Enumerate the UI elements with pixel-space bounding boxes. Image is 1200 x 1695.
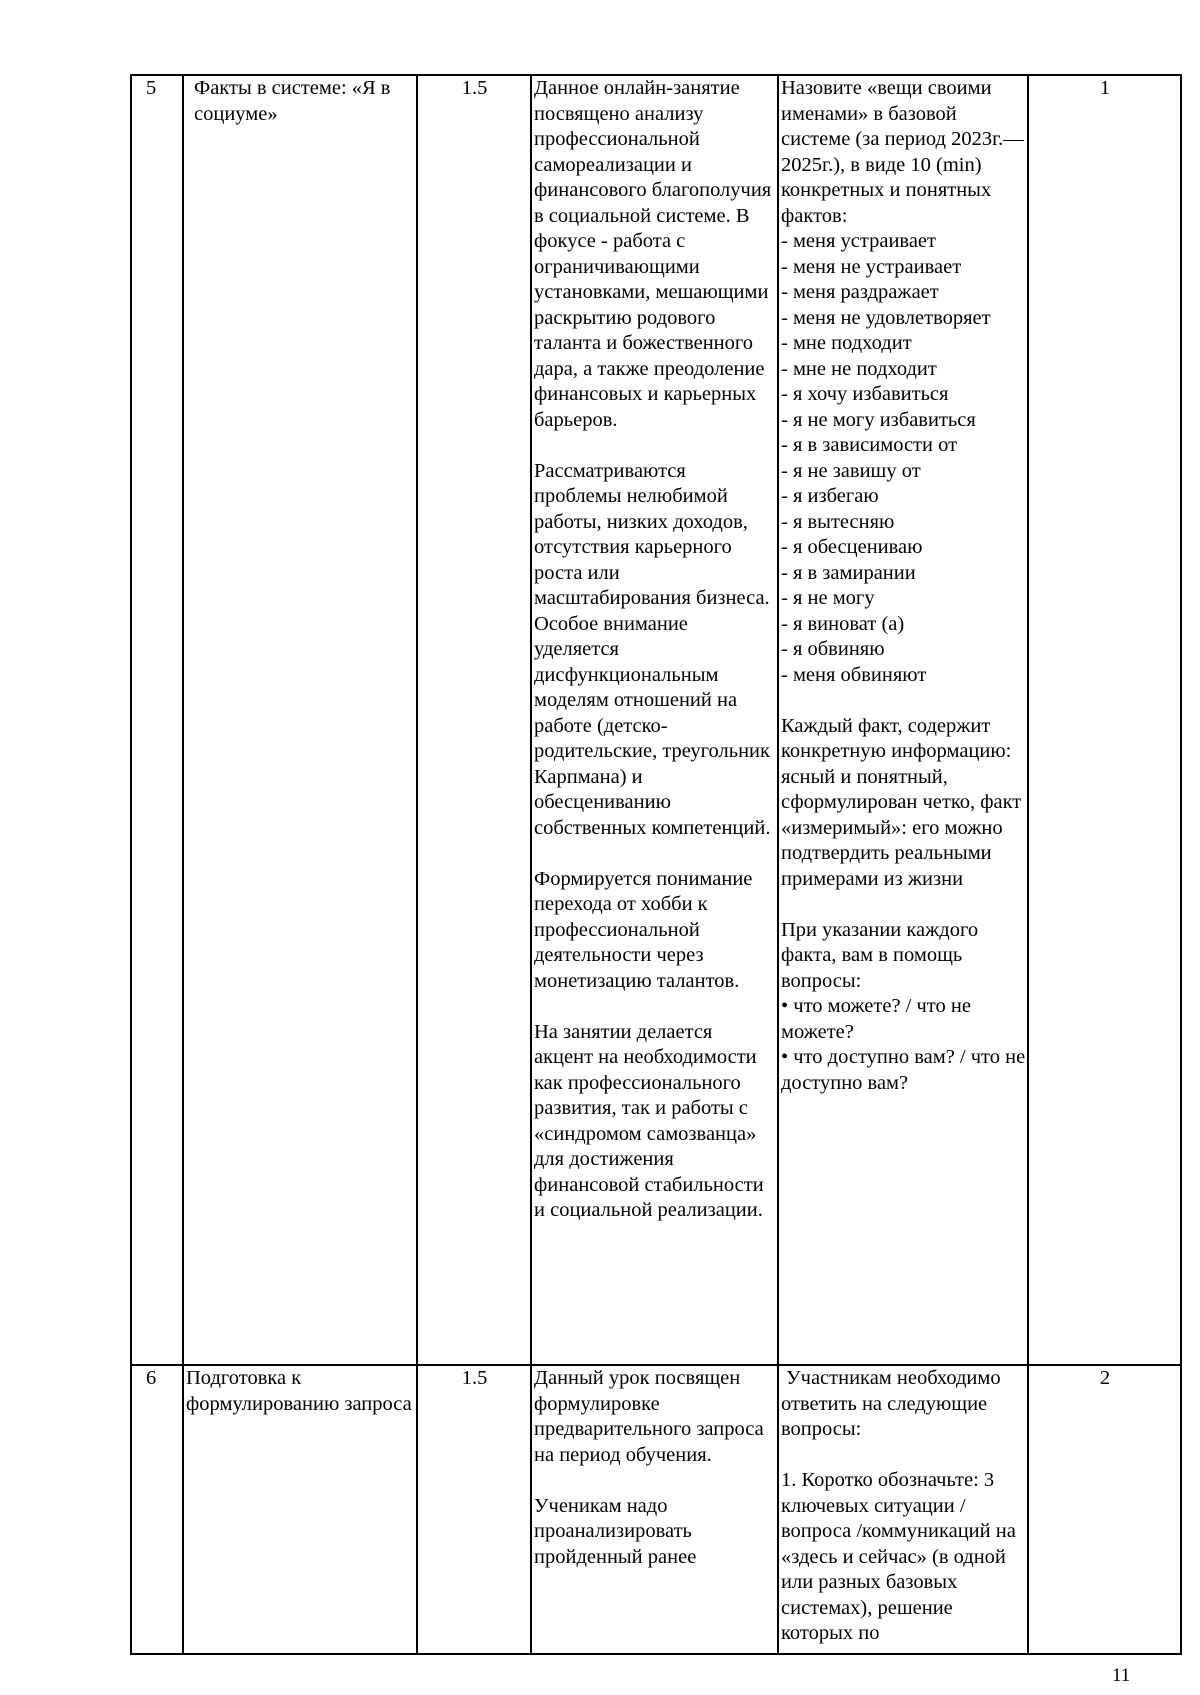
task-list-item: - я не могу xyxy=(781,587,875,609)
task-question: • что можете? / что не можете? xyxy=(781,995,971,1043)
task-list-item: - я виноват (а) xyxy=(781,612,905,635)
task-list-item: - я хочу избавиться xyxy=(781,383,949,405)
task-intro: Назовите «вещи своими именами» в базовой системе (за период 2023г.—2025г.), в виде 10 (min) конкретных и понятных фактов: xyxy=(781,77,1024,227)
task-list-item: - я обвиняю xyxy=(781,638,885,660)
lesson-topic: Подготовка к формулированию запроса xyxy=(183,1365,417,1654)
lesson-hours: 1.5 xyxy=(417,75,531,1365)
task-list-item: - я не завишу от xyxy=(781,459,921,482)
task-list-item: - я вытесняю xyxy=(781,510,895,533)
curriculum-table xyxy=(130,74,1182,1655)
task-list-item: - меня раздражает xyxy=(781,281,939,303)
spacer xyxy=(781,892,1026,918)
description-paragraph: Ученикам надо проанализировать пройденный ранее xyxy=(534,1494,697,1568)
lesson-task xyxy=(778,1365,1028,1654)
lesson-topic: Факты в системе: «Я в социуме» xyxy=(183,75,417,1365)
lesson-description xyxy=(531,75,778,1365)
lesson-score: 1 xyxy=(1028,75,1181,1365)
spacer xyxy=(781,688,1026,714)
lesson-task xyxy=(778,75,1028,1365)
task-list-item: - я в зависимости от xyxy=(781,434,958,456)
task-question: • что доступно вам? / что не доступно вам? xyxy=(781,1046,1026,1094)
row-number: 6 xyxy=(131,1365,183,1654)
task-criteria: Каждый факт, содержит конкретную информацию: ясный и понятный, сформулирован четко, факт «измеримый»: его можно подтвердить реальными примерами из жизни xyxy=(781,714,1022,890)
task-list-item: - я избегаю xyxy=(781,485,879,507)
task-list-item: - мне подходит xyxy=(781,332,912,354)
lesson-hours: 1.5 xyxy=(417,1365,531,1654)
row-number: 5 xyxy=(131,75,183,1365)
table-row xyxy=(131,75,1181,1365)
description-paragraph: Данный урок посвящен формулировке предварительного запроса на период обучения. xyxy=(534,1367,764,1466)
task-list-item: - меня обвиняют xyxy=(781,663,927,686)
task-item: 1. Коротко обозначьте: 3 ключевых ситуации /вопроса /коммуникаций на «здесь и сейчас» (в одной или разных базовых системах), решение которых по xyxy=(781,1469,1016,1644)
task-intro: Участникам необходимо ответить на следующие вопросы: xyxy=(781,1367,1006,1440)
page-number: 11 xyxy=(1112,1665,1131,1686)
description-paragraph: Данное онлайн-занятие посвящено анализу профессиональной самореализации и финансового благополучия в социальной системе. В фокусе - работа с ограничивающими установками, мешающими раскрытию родового таланта и божественного дара, а также преодоление финансовых и карьерных барьеров. xyxy=(534,77,772,431)
task-list-item: - меня не устраивает xyxy=(781,255,962,278)
lesson-description xyxy=(531,1365,778,1654)
description-paragraph: Рассматриваются проблемы нелюбимой работы, низких доходов, отсутствия карьерного роста или масштабирования бизнеса. Особое внимание уделяется дисфункциональным моделям отношений на работе (детско-родительские, треугольник Карпмана) и обесцениванию собственных компетенций. xyxy=(534,459,771,839)
task-list-item: - я в замирании xyxy=(781,561,916,584)
description-paragraph: Формируется понимание перехода от хобби к профессиональной деятельности через монетизацию талантов. xyxy=(534,867,753,992)
lesson-score: 2 xyxy=(1028,1365,1181,1654)
table-row xyxy=(131,1365,1181,1654)
task-help: При указании каждого факта, вам в помощь вопросы: xyxy=(781,918,979,992)
spacer xyxy=(781,1443,1026,1469)
task-list-item: - меня не удовлетворяет xyxy=(781,306,991,329)
task-list-item: - мне не подходит xyxy=(781,357,937,380)
description-paragraph: На занятии делается акцент на необходимости как профессионального развития, так и работы с «синдромом самозванца» для достижения финансовой стабильности и социальной реализации. xyxy=(534,1020,764,1221)
task-list-item: - меня устраивает xyxy=(781,230,936,252)
task-list-item: - я обесцениваю xyxy=(781,536,923,558)
task-list-item: - я не могу избавиться xyxy=(781,408,976,431)
